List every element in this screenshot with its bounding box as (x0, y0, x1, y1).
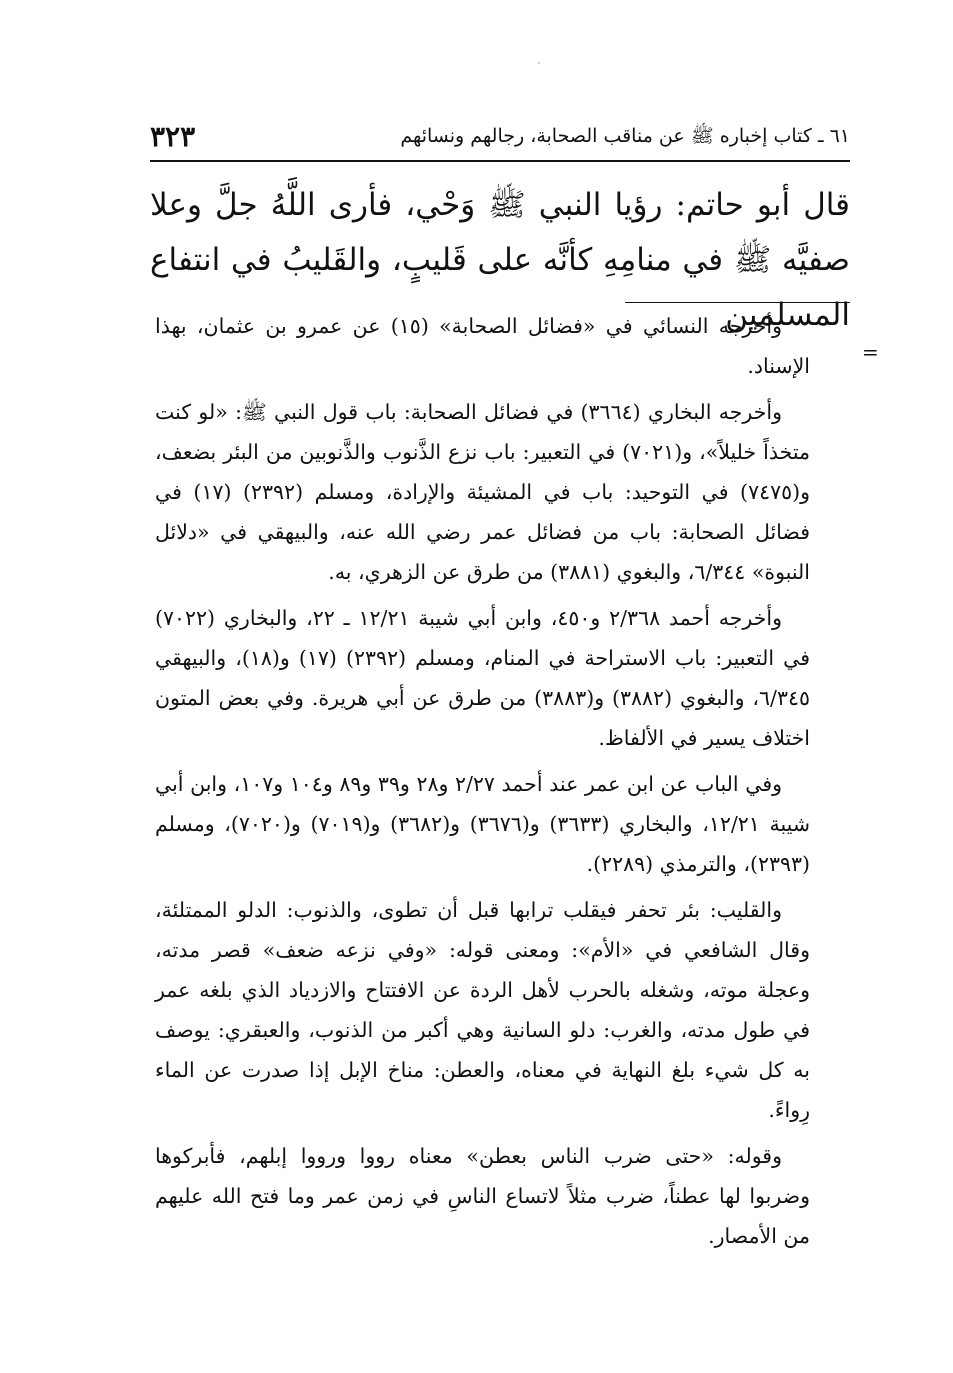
footnote-separator (625, 302, 850, 303)
header-rule (150, 160, 850, 162)
footnote-paragraph: وفي الباب عن ابن عمر عند أحمد ٢/٢٧ و٢٨ و٣٩ و٨٩ و١٠٤ و١٠٧، وابن أبي شيبة ١٢/٢١، والبخاري (٣٦٣٣) و(٣٦٧٦) و(٣٦٨٢) و(٧٠١٩) و(٧٠٢٠)، ومسلم (٢٣٩٣)، والترمذي (٢٢٨٩). (155, 772, 811, 876)
scan-speck (538, 62, 540, 64)
footnotes-block (155, 306, 810, 1262)
footnote-paragraph: وأخرجه النسائي في «فضائل الصحابة» (١٥) عن عمرو بن عثمان، بهذا الإسناد. (155, 314, 810, 378)
chapter-title: ٦١ ـ كتاب إخباره ﷺ عن مناقب الصحابة، رجالهم ونسائهم (400, 125, 850, 147)
footnote-paragraph: وأخرجه البخاري (٣٦٦٤) في فضائل الصحابة: باب قول النبي ﷺ: «لو كنت متخذاً خليلاً»، و(٧٠٢١) في التعبير: باب نزع الذَّنوب والذَّنوبين من البئر بضعف، و(٧٤٧٥) في التوحيد: باب في المشيئة والإرادة، ومسلم (٢٣٩٢) (١٧) في فضائل الصحابة: باب من فضائل عمر رضي الله عنه، والبيهقي في «دلائل النبوة» ٦/٣٤٤، والبغوي (٣٨٨١) من طرق عن الزهري، به. (155, 400, 811, 584)
running-header (150, 120, 850, 160)
footnote-paragraph: والقليب: بئر تحفر فيقلب ترابها قبل أن تطوى، والذنوب: الدلو الممتلئة، وقال الشافعي في «الأم»: ومعنى قوله: «وفي نزعه ضعف» قصر مدته، وعجلة موته، وشغله بالحرب لأهل الردة عن الافتتاح والازدياد الذي بلغه عمر في طول مدته، والغرب: دلو السانية وهي أكبر من الذنوب، والعبقري: يوصف به كل شيء بلغ النهاية في معناه، والعطن: مناخ الإبل إذا صدرت عن الماء رِواءً. (155, 898, 810, 1122)
page-number: ٣٢٣ (150, 120, 196, 153)
main-paragraph: قال أبو حاتم: رؤيا النبي ﷺ وَحْي، فأرى اللَّهُ جلَّ وعلا صفيَّه ﷺ في منامِهِ كأنَّه على قَليبٍ، والقَليبُ في انتفاع المسلمين (150, 187, 850, 333)
footnote-paragraph: وقوله: «حتى ضرب الناس بعطن» معناه رووا ورووا إبلهم، فأبركوها وضربوا لها عطناً، ضرب مثلاً لاتساع الناسِ في زمن عمر وما فتح الله عليهم من الأمصار. (155, 1144, 810, 1248)
continuation-mark: = (862, 340, 879, 364)
footnote-paragraph: وأخرجه أحمد ٢/٣٦٨ و٤٥٠، وابن أبي شيبة ١٢/٢١ ـ ٢٢، والبخاري (٧٠٢٢) في التعبير: باب الاستراحة في المنام، ومسلم (٢٣٩٢) (١٧) و(١٨)، والبيهقي ٦/٣٤٥، والبغوي (٣٨٨٢) و(٣٨٨٣) من طرق عن أبي هريرة. وفي بعض المتون اختلاف يسير في الألفاظ. (155, 606, 811, 750)
